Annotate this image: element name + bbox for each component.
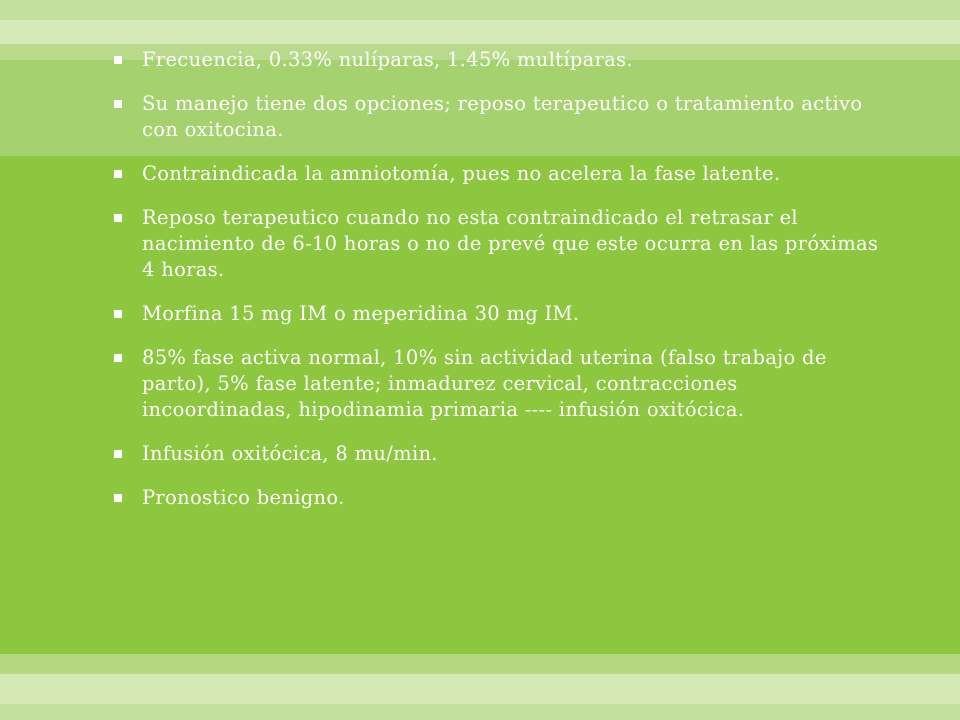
bullet-text: Morfina 15 mg IM o meperidina 30 mg IM. (142, 302, 580, 325)
bullet-item (108, 485, 888, 511)
bullet-text: Infusión oxitócica, 8 mu/min. (142, 442, 438, 465)
bullet-text: Frecuencia, 0.33% nulíparas, 1.45% multíparas. (142, 48, 633, 71)
bullet-item (108, 301, 888, 327)
bottom-stripe-1 (0, 654, 960, 674)
bottom-stripe-2 (0, 674, 960, 704)
bullet-item (108, 205, 888, 283)
bullet-text: Pronostico benigno. (142, 486, 345, 509)
bullet-item (108, 345, 888, 423)
top-stripe-2 (0, 20, 960, 44)
square-bullet-icon (114, 100, 122, 108)
bullet-item (108, 161, 888, 187)
top-stripe-1 (0, 0, 960, 20)
square-bullet-icon (114, 494, 122, 502)
bullet-item (108, 47, 888, 73)
bullet-list (108, 47, 888, 511)
slide-content (108, 47, 888, 529)
bullet-text: Su manejo tiene dos opciones; reposo terapeutico o tratamiento activo con oxitocina. (142, 92, 863, 141)
square-bullet-icon (114, 354, 122, 362)
square-bullet-icon (114, 310, 122, 318)
square-bullet-icon (114, 214, 122, 222)
square-bullet-icon (114, 56, 122, 64)
bullet-text: Reposo terapeutico cuando no esta contraindicado el retrasar el nacimiento de 6-10 horas o no de prevé que este ocurra en las próximas 4 horas. (142, 206, 879, 281)
bullet-text: Contraindicada la amniotomía, pues no acelera la fase latente. (142, 162, 781, 185)
bullet-item (108, 91, 888, 143)
bottom-stripe-3 (0, 704, 960, 720)
square-bullet-icon (114, 170, 122, 178)
bullet-item (108, 441, 888, 467)
bullet-text: 85% fase activa normal, 10% sin actividad uterina (falso trabajo de parto), 5% fase latente; inmadurez cervical, contracciones incoordinadas, hipodinamia primaria ---- infusión oxitócica. (142, 346, 827, 421)
square-bullet-icon (114, 450, 122, 458)
